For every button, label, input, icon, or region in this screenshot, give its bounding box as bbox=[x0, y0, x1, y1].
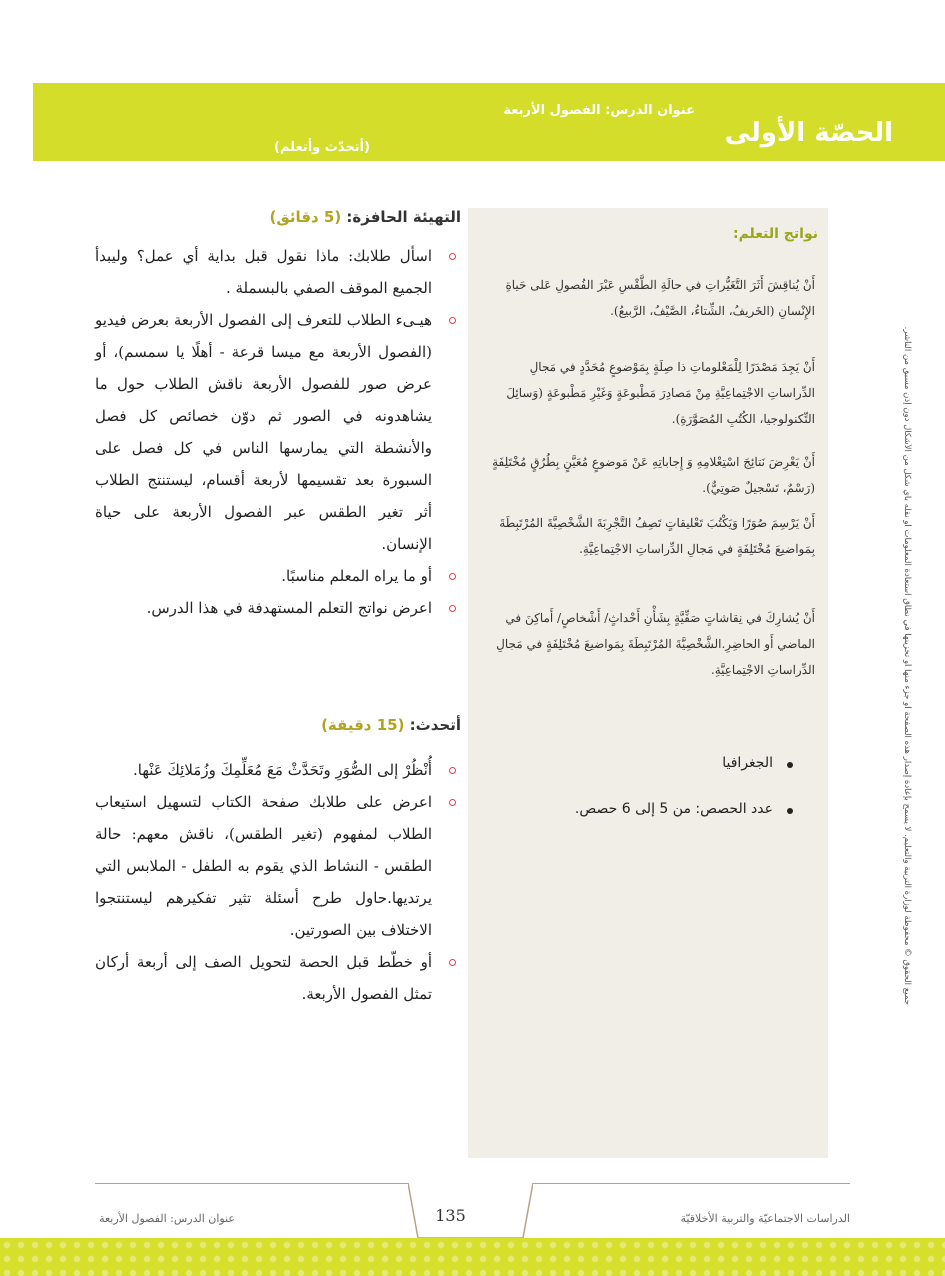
list-item: اعرض نواتج التعلم المستهدفة في هذا الدرس. bbox=[95, 592, 460, 624]
outcome-item: أَنْ يُناقِشَ أَثَرَ التَّغَيُّراتِ في حالَةِ الطَّقْسِ عَبْرَ الفُصولِ عَلى حَياةِ الإِنْسانِ (الخَريفُ، الشِّتاءُ، الصَّيْفُ، الرَّبيعُ). bbox=[505, 278, 815, 318]
circle-bullet-icon bbox=[449, 317, 456, 324]
list-item: اسأل طلابك: ماذا نقول قبل بداية أي عمل؟ وليبدأ الجميع الموقف الصفي بالبسملة . bbox=[95, 240, 460, 304]
list-item: أو خطّط قبل الحصة لتحويل الصف إلى أربعة أركان تمثل الفصول الأربعة. bbox=[95, 946, 460, 1010]
list-item: اعرض على طلابك صفحة الكتاب لتسهيل استيعاب الطلاب لمفهوم (تغير الطقس)، ناقش معهم: حالة الطقس - النشاط الذي يقوم به الطفل - الملابس التي يرتديها.حاول طرح أسئلة تثير تفكيرهم ليستنتجوا الاختلاف بين الصورتين. bbox=[95, 786, 460, 946]
copyright-note: جميع الحقوق © محفوظة لوزارة التربية والتعليم. لا يسمح بإعادة إصدار هذه الصفحة أو جزء منها أو تخزينها في نطاق استعادة المعلومات أو نقله بأي شكل من الأشكال دون إذن مسبق من الناشر. bbox=[902, 326, 912, 1005]
talk-list bbox=[95, 754, 460, 1010]
footer-lesson-title: عنوان الدرس: الفصول الأربعة bbox=[99, 1212, 235, 1225]
bullet-icon bbox=[787, 808, 793, 814]
list-item: أُنْظُرْ إلى الصُّوَرِ وتَحَدَّثْ مَعَ مُعَلِّمِكَ وزُمَلائِكَ عَنْها. bbox=[95, 754, 460, 786]
talk-heading: أتحدث: (15 دقيقة) bbox=[321, 716, 461, 734]
outcome-item: أَنْ يُشارِكَ في نِقاشاتٍ صَفِّيَّةٍ بِشَأْنِ أَحْداثٍ/ أَشْخاصٍ/ أَماكِنَ في الماضي أَو الحاضِرِ.الشَّخْصِيَّةَ المُرْتَبِطَةَ بِمَواضيعَ مُخْتَلِفَةٍ في مَجالِ الدِّراساتِ الاجْتِماعِيَّةِ. bbox=[496, 611, 815, 677]
bottom-band bbox=[0, 1238, 945, 1276]
lesson-title: عنوان الدرس: الفصول الأربعة bbox=[503, 103, 695, 118]
circle-bullet-icon bbox=[449, 253, 456, 260]
list-item: أو ما يراه المعلم مناسبًا. bbox=[95, 560, 460, 592]
circle-bullet-icon bbox=[449, 573, 456, 580]
session-title: الحصّة الأولى bbox=[724, 118, 893, 148]
learning-outcomes-panel bbox=[468, 208, 828, 1158]
list-item: هيـىء الطلاب للتعرف إلى الفصول الأربعة بعرض فيديو (الفصول الأربعة مع ميسا قرعة - أهلًا يا سمسم)، أو عرض صور للفصول الأربعة ناقش الطلاب حول ما يشاهدونه في الصور ثم دوّن خصائص كل فصل والأنشطة التي يمارسها الناس في كل فصل على السبورة بعد تقسيمها لأربعة أقسام، ليستنتج الطلاب أثر تغير الطقس عبر الفصول الأربعة على حياة الإنسان. bbox=[95, 304, 460, 560]
outcome-item: أَنْ يَعْرِضَ نَتائِجَ اسْتِعْلامِهِ وَ إِجاباتِهِ عَنْ مَوضوعٍ مُعَيَّنٍ بِطُرُقٍ مُخْتَلِفَةٍ (رَسْمٌ، تَسْجيلٌ صَوتِيٌّ). bbox=[492, 455, 815, 495]
circle-bullet-icon bbox=[449, 799, 456, 806]
circle-bullet-icon bbox=[449, 605, 456, 612]
bullet-icon bbox=[787, 762, 793, 768]
circle-bullet-icon bbox=[449, 767, 456, 774]
subject-item: الجغرافيا bbox=[495, 755, 795, 771]
lesson-subtitle: (أتحدّث وأتعلم) bbox=[274, 140, 370, 155]
talk-duration: (15 دقيقة) bbox=[321, 716, 405, 734]
circle-bullet-icon bbox=[449, 959, 456, 966]
page-number: 135 bbox=[435, 1206, 466, 1225]
outcome-item: أَنْ يَرْسِمَ صُوَرًا وَيَكْتُبَ تَعْليقاتٍ تَصِفُ التَّجْرِبَةَ الشَّخْصِيَّةَ المُرْتَبِطَةَ بِمَواضيعَ مُخْتَلِفَةٍ في مَجالِ الدِّراساتِ الاجْتِماعِيَّةِ. bbox=[499, 516, 815, 556]
sessions-item: عدد الحصص: من 5 إلى 6 حصص. bbox=[495, 801, 795, 817]
warmup-list bbox=[95, 240, 460, 624]
footer-subject-title: الدراسات الاجتماعيّة والتربية الأخلاقيّة bbox=[680, 1212, 850, 1225]
warmup-duration: (5 دقائق) bbox=[269, 208, 342, 226]
warmup-heading: التهيئة الحافزة: (5 دقائق) bbox=[269, 208, 461, 226]
outcome-item: أَنْ يَجِدَ مَصْدَرًا لِلْمَعْلوماتِ ذا صِلَةٍ بِمَوْضوعٍ مُحَدَّدٍ في مَجالِ الدِّراساتِ الاجْتِماعِيَّةِ مِنْ مَصادِرَ مَطْبوعَةٍ وَغَيْرِ مَطْبوعَةٍ (وَسائِلَ التِّكنولوجيا، الكُتُبِ المُصَوَّرَةِ). bbox=[506, 360, 815, 426]
lesson-info-list bbox=[495, 755, 795, 847]
outcomes-title: نواتج التعلم: bbox=[732, 226, 818, 242]
